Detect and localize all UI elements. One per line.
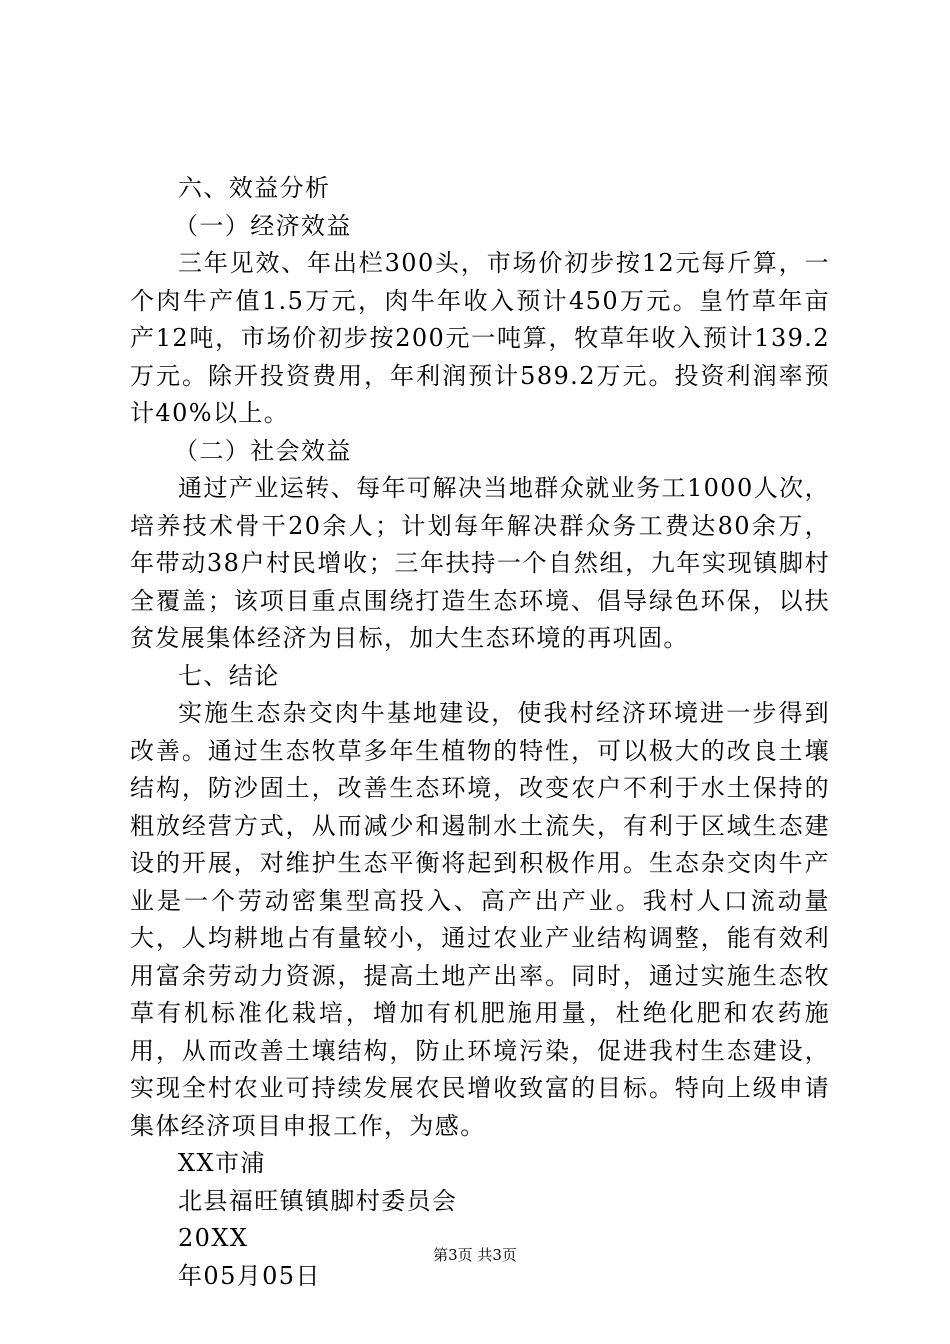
signature-line-4: 年05月05日	[178, 1261, 321, 1290]
social-benefit-paragraph: 通过产业运转、每年可解决当地群众就业务工1000人次，培养技术骨干20余人；计划每年解决群众务工费达80余万，年带动38户村民增收；三年扶持一个自然组，九年实现镇脚村全覆盖；该项目重点围绕打造生态环境、倡导绿色环保，以扶贫发展集体经济为目标，加大生态环境的再巩固。	[130, 474, 830, 652]
economic-benefit-heading: （一）经济效益	[174, 211, 352, 240]
document-body	[130, 170, 830, 1295]
page-footer: 第3页 共3页	[433, 1246, 517, 1264]
conclusion-paragraph: 实施生态杂交肉牛基地建设，使我村经济环境进一步得到改善。通过生态牧草多年生植物的特性，可以极大的改良土壤结构，防沙固土，改善生态环境，改变农户不利于水土保持的粗放经营方式，从而减少和遏制水土流失，有利于区域生态建设的开展，对维护生态平衡将起到积极作用。生态杂交肉牛产业是一个劳动密集型高投入、高产出产业。我村人口流动量大，人均耕地占有量较小，通过农业产业结构调整，能有效利用富余劳动力资源，提高土地产出率。同时，通过实施生态牧草有机标准化栽培，增加有机肥施用量，杜绝化肥和农药施用，从而改善土壤结构，防止环境污染，促进我村生态建设，实现全村农业可持续发展农民增收致富的目标。特向上级申请集体经济项目申报工作，为感。	[130, 699, 830, 1140]
signature-line-3: 20XX	[178, 1224, 249, 1252]
signature-line-1: XX市浦	[178, 1149, 266, 1177]
section-6-heading: 六、效益分析	[178, 174, 331, 202]
signature-line-2: 北县福旺镇镇脚村委员会	[178, 1186, 458, 1215]
section-7-heading: 七、结论	[178, 661, 280, 690]
economic-benefit-paragraph: 三年见效、年出栏300头，市场价初步按12元每斤算，一个肉牛产值1.5万元，肉牛年收入预计450万元。皇竹草年亩产12吨，市场价初步按200元一吨算，牧草年收入预计139.2万元。除开投资费用，年利润预计589.2万元。投资利润率预计40%以上。	[130, 249, 830, 427]
social-benefit-heading: （二）社会效益	[174, 436, 352, 465]
